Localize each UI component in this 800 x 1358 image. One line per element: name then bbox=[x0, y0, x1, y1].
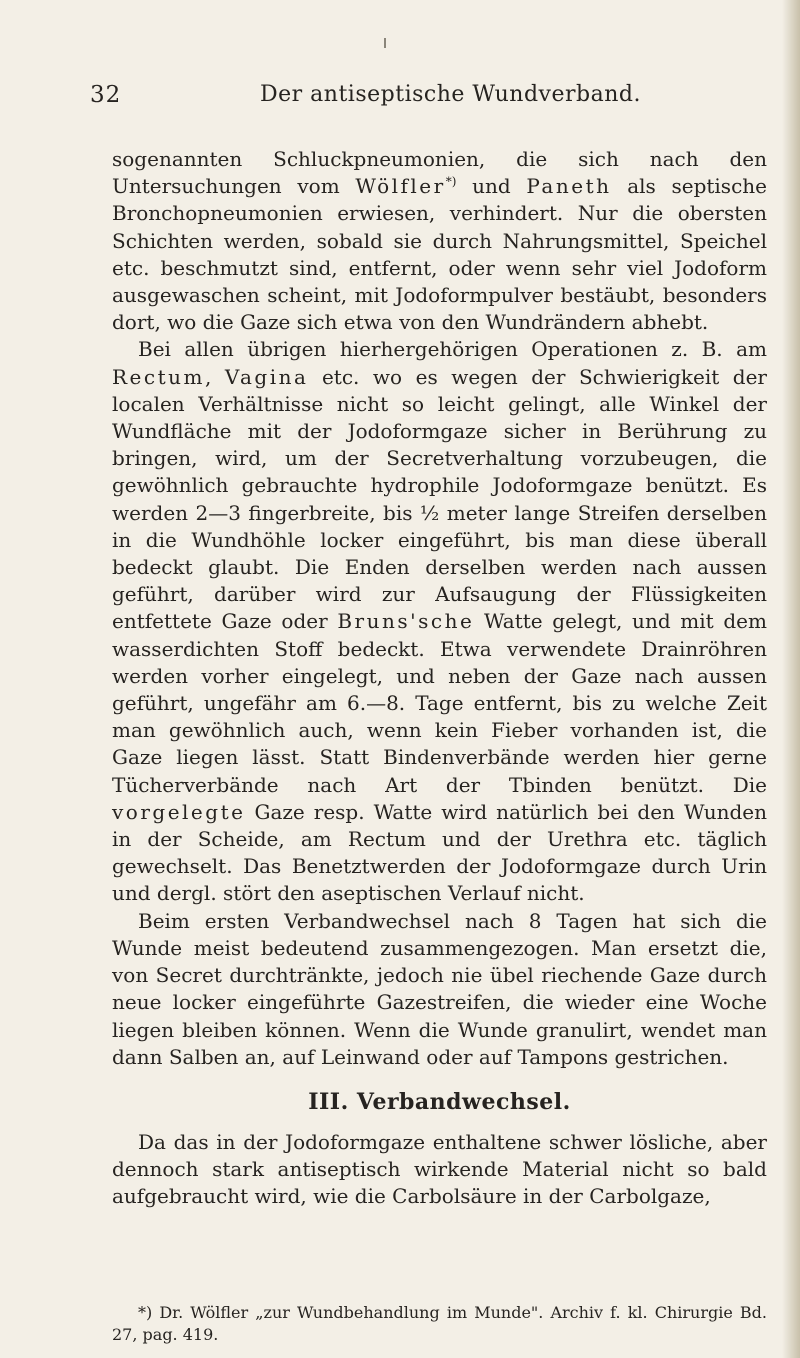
p2-text-a: Bei allen übrigen hierhergehörigen Operationen z. B. am bbox=[138, 337, 767, 362]
paragraph-2 bbox=[112, 336, 767, 907]
term-rectum: Rectum bbox=[112, 364, 205, 389]
term-vorgelegte: vorgelegte bbox=[112, 799, 246, 824]
term-vagina: Vagina bbox=[224, 364, 309, 389]
p1-text-b: und bbox=[456, 174, 527, 199]
footnote bbox=[112, 1302, 767, 1346]
p2-text-b: , bbox=[204, 364, 225, 389]
p1-text-c: als septische Bronchopneumonien erwiesen, verhindert. Nur die obersten Schichten werden, sobald sie durch Nahrungsmittel, Speichel etc. beschmutzt sind, entfernt, oder wenn sehr viel Jodoform ausgewaschen scheint, mit Jodoformpulver bestäubt, besonders dort, wo die Gaze sich etwa von den Wundrändern abhebt. bbox=[112, 174, 767, 335]
footnote-ref: *) bbox=[445, 174, 457, 189]
main-text bbox=[112, 146, 767, 1211]
running-title: Der antiseptische Wundverband. bbox=[260, 82, 641, 107]
paragraph-1 bbox=[112, 146, 767, 336]
paragraph-4: Da das in der Jodoformgaze enthaltene schwer lösliche, aber dennoch stark antiseptisch wirkende Material nicht so bald aufgebraucht wird, wie die Carbolsäure in der Carbolgaze, bbox=[112, 1129, 767, 1209]
footnote-mark: *) bbox=[138, 1303, 153, 1322]
term-bruns: Bruns'sche bbox=[337, 609, 475, 634]
scan-mark bbox=[384, 38, 386, 48]
page-number: 32 bbox=[90, 82, 122, 108]
author-name-paneth: Paneth bbox=[526, 174, 612, 199]
author-name-woelfler: Wölfler bbox=[355, 174, 446, 199]
footnote-body: Dr. Wölfler „zur Wundbehandlung im Munde". Archiv f. kl. Chirurgie Bd. 27, pag. 419. bbox=[112, 1303, 767, 1344]
page-header bbox=[90, 82, 750, 122]
page-edge-shadow bbox=[782, 0, 800, 1358]
p1-text-a: sogenannten Schluckpneumonien, die sich nach den Untersuchungen vom bbox=[112, 147, 767, 199]
p2-text-c: etc. wo es wegen der Schwierigkeit der localen Verhältnisse nicht so leicht gelingt, alle Winkel der Wundfläche mit der Jodoformgaze sicher in Berührung zu bringen, wird, um der Secretverhaltung vorzubeugen, die gewöhnlich gebrauchte hydrophile Jodoformgaze benützt. Es werden 2—3 fingerbreite, bis ½ meter lange Streifen derselben in die Wundhöhle locker eingeführt, bis man diese überall bedeckt glaubt. Die Enden derselben werden nach aussen geführt, darüber wird zur Aufsaugung der Flüssigkeiten entfettete Gaze oder bbox=[112, 364, 767, 634]
p2-text-d: Watte gelegt, und mit dem wasserdichten Stoff bedeckt. Etwa verwendete Drainröhren werden vorher eingelegt, und neben der Gaze nach aussen geführt, ungefähr am 6.—8. Tage entfernt, bis zu welche Zeit man gewöhnlich auch, wenn kein Fieber vorhanden ist, die Gaze liegen lässt. Statt Bindenverbände werden hier gerne Tücherverbände nach Art der Tbinden benützt. Die bbox=[112, 609, 767, 797]
section-heading: III. Verbandwechsel. bbox=[308, 1088, 571, 1115]
paragraph-3: Beim ersten Verbandwechsel nach 8 Tagen hat sich die Wunde meist bedeutend zusammengezogen. Man ersetzt die, von Secret durchtränkte, jedoch nie übel riechende Gaze durch neue locker eingeführte Gazestreifen, die wieder eine Woche liegen bleiben können. Wenn die Wunde granulirt, wendet man dann Salben an, auf Leinwand oder auf Tampons gestrichen. bbox=[112, 908, 767, 1069]
p2-text-e: Gaze resp. Watte wird natürlich bei den Wunden in der Scheide, am Rectum und der Urethra etc. täglich gewechselt. Das Benetztwerden der Jodoformgaze durch Urin und dergl. stört den aseptischen Verlauf nicht. bbox=[112, 799, 767, 906]
footnote-text bbox=[112, 1302, 767, 1346]
